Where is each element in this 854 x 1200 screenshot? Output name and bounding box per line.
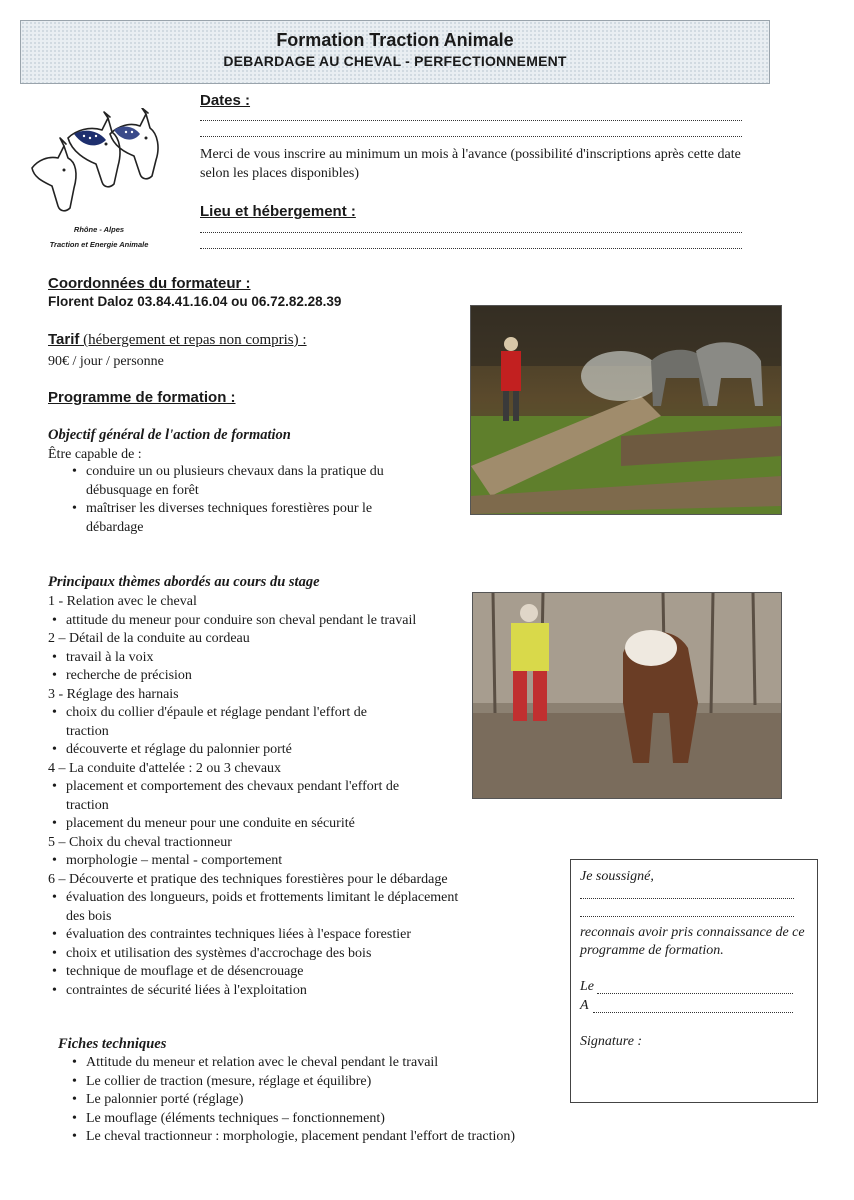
list-item: • choix du collier d'épaule et réglage pendant l'effort de traction xyxy=(48,704,408,741)
theme-2-label: 2 – Détail de la conduite au cordeau xyxy=(48,631,250,646)
soussigne-label: Je soussigné, xyxy=(580,869,654,884)
list-item: • recherche de précision xyxy=(48,667,548,686)
name-line-1[interactable] xyxy=(580,898,794,899)
signature-label: Signature : xyxy=(580,1034,643,1049)
lieu-heading: Lieu et hébergement : xyxy=(200,203,356,220)
acknowledgement-text: reconnais avoir pris connaissance de ce programme de formation. xyxy=(580,925,805,958)
list-item: • découverte et réglage du palonnier porté xyxy=(48,741,408,760)
list-item: • Le collier de traction (mesure, réglage et équilibre) xyxy=(68,1073,628,1092)
title-banner xyxy=(20,20,770,84)
photo-logging-horses xyxy=(470,305,782,515)
list-item: • choix et utilisation des systèmes d'accrochage des bois xyxy=(48,945,478,964)
objectif-title: Objectif général de l'action de formation xyxy=(48,427,291,443)
list-item: • Attitude du meneur et relation avec le cheval pendant le travail xyxy=(68,1054,628,1073)
formateur-contact: Florent Daloz 03.84.41.16.04 ou 06.72.82.28.39 xyxy=(48,294,342,309)
theme-3-label: 3 - Réglage des harnais xyxy=(48,686,179,702)
horses-logo-icon xyxy=(24,108,174,220)
document-subtitle: DEBARDAGE AU CHEVAL - PERFECTIONNEMENT xyxy=(223,53,567,69)
list-item: • Le palonnier porté (réglage) xyxy=(68,1091,628,1110)
photo-forest-horse xyxy=(472,592,782,799)
objectifs-list xyxy=(68,463,428,537)
tarif-label: Tarif xyxy=(48,331,80,348)
inscription-note: Merci de vous inscrire au minimum un mois à l'avance (possibilité d'inscriptions après cette date selon les places disponibles) xyxy=(200,147,741,181)
list-item: • morphologie – mental - comportement xyxy=(48,852,548,871)
logo-caption-name: Traction et Energie Animale xyxy=(49,240,149,249)
dates-line-1 xyxy=(200,120,742,121)
signature-box xyxy=(570,859,818,1103)
date-field-line[interactable] xyxy=(597,993,793,994)
theme-5-label: 5 – Choix du cheval tractionneur xyxy=(48,834,232,850)
list-item: • maîtriser les diverses techniques forestières pour le débardage xyxy=(68,500,428,537)
list-item: • contraintes de sécurité liées à l'exploitation xyxy=(48,982,478,1001)
place-label: A xyxy=(580,998,589,1013)
theme-1-label: 1 - Relation avec le cheval xyxy=(48,594,197,609)
programme-heading: Programme de formation : xyxy=(48,389,236,406)
objectif-intro: Être capable de : xyxy=(48,447,142,462)
list-item: • placement du meneur pour une conduite en sécurité xyxy=(48,815,408,834)
tarif-note: (hébergement et repas non compris) : xyxy=(79,332,307,348)
lieu-line-1 xyxy=(200,232,742,233)
list-item: • Le mouflage (éléments techniques – fonctionnement) xyxy=(68,1110,628,1129)
logo xyxy=(24,108,174,248)
list-item: • Le cheval tractionneur : morphologie, placement pendant l'effort de traction) xyxy=(68,1128,628,1147)
fiches-list xyxy=(68,1054,628,1147)
list-item: • attitude du meneur pour conduire son cheval pendant le travail xyxy=(48,612,428,631)
dates-line-2 xyxy=(200,136,742,137)
theme-4-label: 4 – La conduite d'attelée : 2 ou 3 chevaux xyxy=(48,760,282,776)
themes-title: Principaux thèmes abordés au cours du stage xyxy=(48,574,320,590)
forest-photo-icon xyxy=(473,593,781,798)
list-item: • technique de mouflage et de désencrouage xyxy=(48,963,478,982)
list-item: • évaluation des contraintes techniques liées à l'espace forestier xyxy=(48,926,478,945)
date-label: Le xyxy=(580,979,594,994)
lieu-line-2 xyxy=(200,248,742,249)
place-field-line[interactable] xyxy=(593,1012,793,1013)
list-item: • conduire un ou plusieurs chevaux dans la pratique du débusquage en forêt xyxy=(68,463,428,500)
name-line-2[interactable] xyxy=(580,916,794,917)
logo-caption-region: Rhône - Alpes xyxy=(73,225,125,234)
list-item: • travail à la voix xyxy=(48,649,548,668)
formateur-heading: Coordonnées du formateur : xyxy=(48,275,251,292)
fiches-title: Fiches techniques xyxy=(58,1036,167,1052)
list-item: • évaluation des longueurs, poids et frottements limitant le déplacement des bois xyxy=(48,889,478,926)
tarif-value: 90€ / jour / personne xyxy=(48,354,164,369)
theme-6-label: 6 – Découverte et pratique des techniques forestières pour le débardage xyxy=(48,871,448,887)
tarif-heading xyxy=(48,331,307,349)
list-item: • placement et comportement des chevaux pendant l'effort de traction xyxy=(48,778,408,815)
dates-heading: Dates : xyxy=(200,92,251,109)
logging-photo-icon xyxy=(471,306,781,514)
document-title: Formation Traction Animale xyxy=(276,30,514,50)
